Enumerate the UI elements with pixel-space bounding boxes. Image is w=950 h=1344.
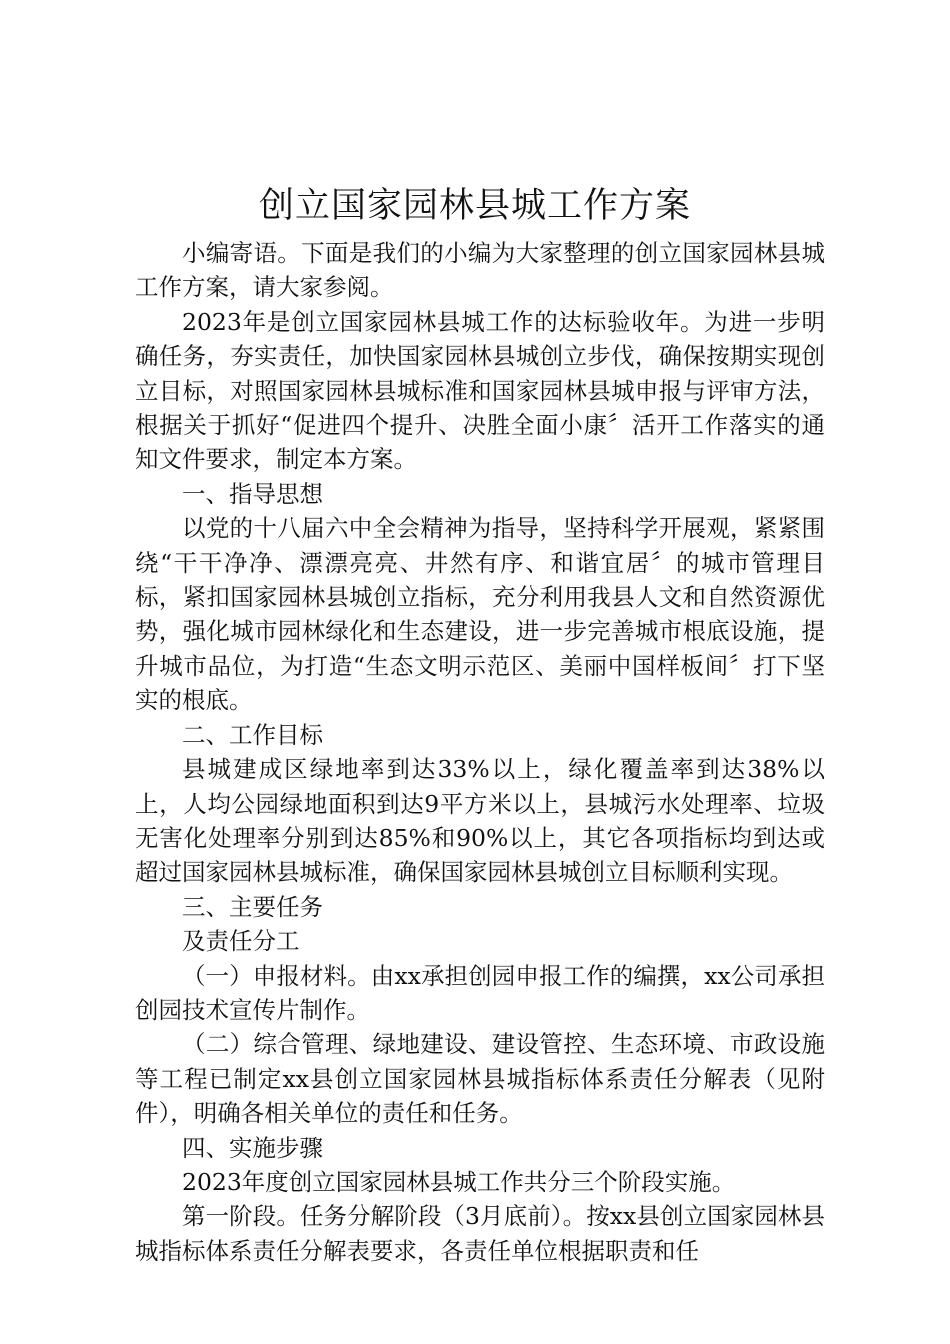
document-title: 创立国家园林县城工作方案 [258,186,691,226]
section-heading-main-tasks: 三、主要任务 [182,892,323,921]
paragraph-intro: 小编寄语。下面是我们的小编为大家整理的创立国家园林县城工作方案，请大家参阅。 [135,239,825,302]
paragraph-task-1: （一）申报材料。由xx承担创园申报工作的编撰，xx公司承担创园技术宣传片制作。 [135,961,825,1024]
paragraph-steps-intro: 2023年度创立国家园林县城工作共分三个阶段实施。 [182,1167,736,1196]
section-heading-responsibility: 及责任分工 [182,927,300,956]
paragraph-background: 2023年是创立国家园林县城工作的达标验收年。为进一步明确任务，夯实责任，加快国家园林县城创立步伐，确保按期实现创立目标，对照国家园林县城标准和国家园林县城申报与评审方法，根据关于抓好“促进四个提升、决胜全面小康〞活开工作落实的通知文件要求，制定本方案。 [135,307,825,474]
document-body [135,236,825,1268]
paragraph-stage-1: 第一阶段。任务分解阶段（3月底前）。按xx县创立国家园林县城指标体系责任分解表要求，各责任单位根据职责和任 [135,1202,825,1265]
section-heading-steps: 四、实施步骤 [182,1133,323,1162]
paragraph-task-2: （二）综合管理、绿地建设、建设管控、生态环境、市政设施等工程已制定xx县创立国家园林县城指标体系责任分解表（见附件），明确各相关单位的责任和任务。 [135,1030,825,1128]
paragraph-guiding-thought: 以党的十八届六中全会精神为指导，坚持科学开展观，紧紧围绕“干干净净、漂漂亮亮、井然有序、和谐宜居〞的城市管理目标，紧扣国家园林县城创立指标，充分利用我县人文和自然资源优势，强化城市园林绿化和生态建设，进一步完善城市根底设施，提升城市品位，为打造“生态文明示范区、美丽中国样板间〞打下坚实的根底。 [135,514,825,715]
section-heading-guiding-thought: 一、指导思想 [182,479,323,508]
paragraph-work-goals: 县城建成区绿地率到达33%以上，绿化覆盖率到达38%以上，人均公园绿地面积到达9平方米以上，县城污水处理率、垃圾无害化处理率分别到达85%和90%以上，其它各项指标均到达或超过国家园林县城标准，确保国家园林县城创立目标顺利实现。 [135,755,825,887]
section-heading-work-goals: 二、工作目标 [182,720,323,749]
